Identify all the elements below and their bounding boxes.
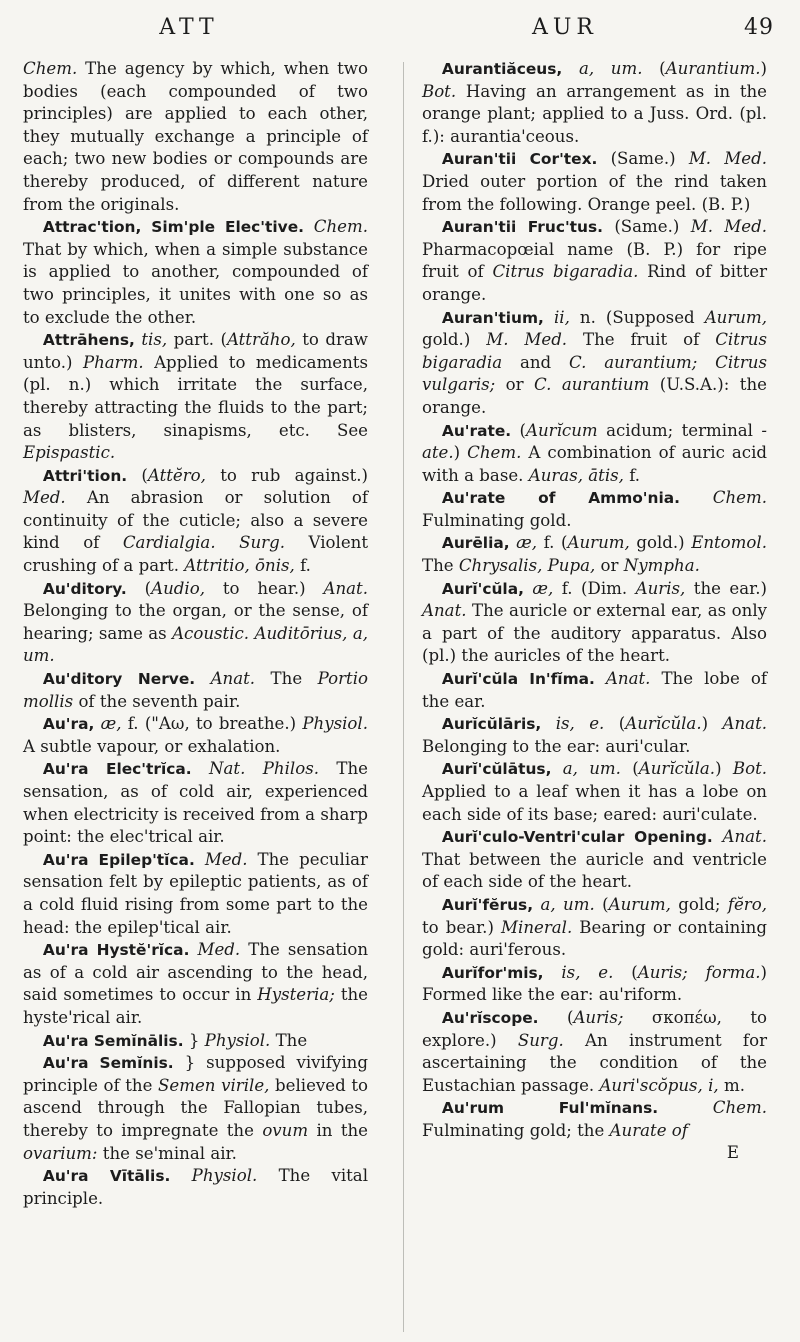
entry-headword: Au'rĭscope. — [441, 1008, 539, 1027]
entry-headword: Au'ditory. — [42, 579, 127, 598]
entry-italic-text: Auris; forma. — [637, 962, 761, 982]
dictionary-entry — [422, 1097, 767, 1142]
entry-italic-text: Chem. — [313, 217, 369, 237]
entry-text: ) — [701, 714, 723, 734]
entry-italic-text: Chem. — [712, 488, 767, 508]
entry-italic-text: Attrăho, — [226, 330, 296, 350]
dictionary-entry — [23, 668, 368, 713]
entry-text: Pharmacopœial name (B. P.) for ripe fruit of — [422, 239, 767, 282]
dictionary-entry — [23, 216, 368, 329]
dictionary-entry — [422, 578, 767, 668]
entry-italic-text: Anat. — [323, 578, 368, 598]
entry-text: Violent crushing of a part. — [23, 533, 368, 576]
column-divider — [403, 62, 404, 1332]
entry-italic-text: Cardialgia. Surg. — [122, 533, 285, 553]
entry-headword: Aurĭ'cŭla In'fĭma. — [441, 670, 595, 689]
dictionary-entry — [23, 578, 368, 668]
entry-text: ( — [613, 962, 638, 982]
entry-italic-text: Citrus bigaradia. — [492, 262, 639, 282]
entry-headword: Aurĭ'cŭla, — [441, 579, 524, 598]
entry-headword: Aurĭfor'mis, — [441, 963, 544, 982]
entry-italic-text: a, um. — [578, 59, 643, 78]
dictionary-entry — [23, 465, 368, 578]
entry-italic-text: Med. — [23, 488, 66, 508]
entry-headword: Au'rate of Ammo'nia. — [441, 489, 680, 508]
entry-text — [680, 488, 713, 507]
entry-text: Fulminating gold; the — [422, 1120, 610, 1140]
entry-headword: Au'rum Ful'mĭnans. — [441, 1099, 659, 1118]
entry-italic-text: M. Med. — [486, 330, 568, 350]
dictionary-entry — [422, 894, 767, 962]
entry-text: ) — [453, 443, 468, 463]
entry-text: The vital principle. — [23, 1166, 369, 1208]
entry-italic-text: Aurĭcŭla. — [638, 759, 716, 779]
entry-text: f. (Dim. — [553, 578, 636, 598]
entry-text: f. ("Αω, to breathe.) — [121, 714, 303, 734]
entry-headword: Attrāhens, — [42, 331, 135, 350]
entry-text: The sensation as of a cold air ascending to the head, said sometimes to occur in — [23, 940, 369, 1005]
entry-italic-text: æ, — [516, 533, 538, 553]
entry-text: f. — [623, 465, 641, 485]
entry-headword: Attri'tion. — [42, 466, 128, 485]
entry-text — [192, 759, 209, 778]
entry-text — [195, 669, 210, 688]
entry-italic-text: tis, — [141, 330, 168, 350]
entry-italic-text: C. aurantium — [534, 375, 650, 395]
entry-italic-text: Anat. — [210, 669, 256, 689]
entry-italic-text: a, um. — [562, 759, 621, 779]
entry-italic-text: Entomol. — [691, 533, 767, 553]
entry-italic-text: Acoustic. Auditōrius, a, um. — [23, 623, 368, 666]
entry-headword: Aurĭ'cŭlātus, — [441, 760, 552, 779]
entry-italic-text: C. aurantium; Citrus vulgaris; — [422, 352, 767, 395]
entry-italic-text: Attĕro, — [147, 465, 206, 485]
entry-italic-text: Anat. — [722, 714, 768, 734]
entry-italic-text: M. Med. — [688, 149, 767, 169]
entry-text: or — [495, 375, 535, 395]
entry-headword: Auran'tii Cor'tex. — [441, 150, 598, 169]
entry-text: ( — [538, 1007, 574, 1027]
entry-italic-text: Bot. — [732, 759, 768, 779]
entry-text: ( — [511, 420, 527, 440]
entry-text: acidum; terminal — [597, 420, 762, 440]
left-column — [23, 58, 368, 1210]
entry-text — [195, 850, 205, 869]
entry-italic-text: Nat. Philos. — [209, 759, 320, 779]
entry-headword: Au'ra Semĭnālis. — [42, 1031, 184, 1050]
entry-italic-text: Med. — [204, 849, 248, 869]
entry-text: (Same.) — [602, 217, 691, 237]
entry-text: ( — [620, 759, 639, 779]
dictionary-entry — [422, 826, 767, 894]
entry-text: A combination of auric acid with a base. — [422, 443, 767, 485]
entry-italic-text: a, um. — [540, 894, 595, 914]
dictionary-entry — [422, 713, 767, 758]
entry-text — [170, 1166, 191, 1185]
dictionary-entry — [23, 758, 368, 848]
entry-italic-text: Aurum, — [704, 307, 767, 327]
entry-headword: Aurĭ'fĕrus, — [441, 895, 534, 914]
entry-italic-text: Auri'scŏpus, i, — [599, 1075, 719, 1095]
entry-italic-text: Auras, ātis, — [528, 465, 624, 485]
entry-text — [544, 308, 554, 327]
dictionary-entry — [422, 1007, 767, 1097]
entry-text: The — [270, 1030, 308, 1050]
entry-headword: Au'ra Hystĕ'rĭca. — [42, 941, 190, 960]
entry-text: Belonging to the ear: auri'cular. — [422, 736, 691, 756]
entry-text: Rind of bitter orange. — [422, 262, 768, 304]
entry-text: The auricle or external ear, as only a part of the auditory apparatus. Also (pl.) the auricles of the heart. — [422, 601, 767, 666]
dictionary-entry — [422, 58, 767, 148]
dictionary-entry — [422, 307, 767, 420]
entry-text: ( — [127, 465, 148, 485]
entry-text: Dried outer portion of the rind taken from the following. Orange peel. (B. P.) — [422, 171, 767, 214]
entry-text: An instrument for ascertaining the condition of the Eustachian passage. — [422, 1030, 767, 1095]
entry-italic-text: Audio, — [151, 578, 205, 598]
entry-text: } — [183, 1030, 205, 1050]
dictionary-entry — [23, 1165, 368, 1210]
dictionary-entry — [23, 849, 368, 939]
entry-italic-text: fĕro, — [727, 894, 768, 914]
entry-text: ( — [126, 578, 152, 598]
entry-italic-text: Portio mollis — [23, 669, 368, 711]
entry-italic-text: is, e. — [555, 714, 605, 734]
entry-text: n. (Supposed — [569, 307, 705, 327]
entry-text: f. ( — [537, 533, 568, 553]
entry-text: The peculiar sensation felt by epileptic patients, as of a cold fluid rising from some part to the head: the epilep'tical air. — [23, 849, 368, 937]
entry-italic-text: Anat. — [422, 601, 467, 621]
entry-text: s. — [165, 194, 180, 214]
dictionary-entry — [23, 939, 368, 1029]
entry-headword: Au'rate. — [441, 421, 512, 440]
dictionary-entry — [422, 758, 767, 826]
entry-italic-text: Aurĭcum — [526, 420, 598, 440]
entry-italic-text: æ, — [100, 714, 122, 734]
entry-text: ) Formed like the ear: au'riform. — [422, 962, 768, 1005]
entry-text: to hear.) — [204, 578, 324, 598]
entry-text: The lobe of the ear. — [422, 669, 767, 711]
entry-text: to rub against.) — [205, 465, 369, 485]
running-head-left: ATT — [159, 15, 219, 40]
dictionary-entry — [422, 668, 767, 713]
entry-text: part. ( — [167, 330, 227, 350]
entry-italic-text: Chem. — [712, 1098, 767, 1118]
entry-italic-text: Physiol. — [302, 714, 368, 734]
entry-italic-text: Bot. — [422, 81, 457, 101]
entry-headword: Au'ditory Nerve. — [42, 670, 196, 689]
entry-text — [304, 217, 314, 236]
dictionary-entry — [23, 58, 368, 216]
entry-italic-text: Aurum, — [608, 894, 671, 914]
entry-text: An abrasion or solution of continuity of the cuticle; also a severe kind of — [23, 488, 368, 553]
entry-text — [541, 714, 555, 733]
entry-text: } supposed vivifying principle of the — [23, 1053, 368, 1095]
entry-text: gold; — [670, 894, 728, 914]
entry-text — [189, 940, 197, 959]
entry-text: to bear.) — [422, 917, 502, 937]
entry-italic-text: Semen virile, — [158, 1075, 270, 1095]
entry-text: (U.S.A.): the orange. — [422, 375, 767, 417]
entry-headword: Aurĭcŭlāris, — [441, 715, 542, 734]
dictionary-entry — [23, 329, 368, 465]
dictionary-entry — [422, 420, 767, 488]
entry-text: (Same.) — [597, 149, 689, 169]
entry-italic-text: Aurĭcŭla. — [625, 714, 702, 734]
entry-italic-text: Auris; — [573, 1007, 624, 1027]
entry-text: the se'minal air. — [97, 1143, 237, 1163]
entry-text: or — [595, 556, 624, 576]
entry-text: the ear.) — [685, 578, 768, 598]
entry-text: Having an arrangement as in the orange plant; applied to a Juss. Ord. (pl. f.): aurantia'ceous. — [422, 81, 767, 146]
entry-text: f. — [294, 556, 311, 576]
entry-text — [544, 963, 562, 982]
entry-italic-text: Anat. — [722, 827, 767, 847]
entry-text: The — [255, 669, 318, 689]
entry-headword: Au'ra, — [42, 715, 95, 734]
entry-italic-text: Epispastic. — [23, 443, 116, 463]
entry-italic-text: Nympha. — [623, 556, 700, 576]
entry-text: in the — [308, 1120, 368, 1140]
entry-text: That between the auricle and ventricle of each side of the heart. — [422, 849, 767, 892]
entry-italic-text: Aurantium. — [665, 59, 761, 78]
dictionary-entry — [422, 487, 767, 532]
entry-italic-text: Surg. — [517, 1030, 564, 1050]
entry-text: gold.) — [422, 330, 487, 350]
entry-text: ( — [594, 894, 609, 914]
entry-text: Bearing or containing gold: auri'ferous. — [422, 917, 767, 960]
entry-text: m. — [718, 1075, 745, 1095]
entry-headword: Au'ra Elec'trĭca. — [42, 760, 192, 779]
entry-text: the hyste'rical air. — [23, 985, 368, 1027]
entry-text: gold.) — [629, 533, 692, 553]
entry-text: The — [422, 556, 459, 576]
entry-headword: Aurĭ'culo-Ventri'cular Opening. — [441, 828, 713, 847]
entry-italic-text: Pharm. — [82, 352, 144, 372]
entry-text: Applied to a leaf when it has a lobe on each side of its base; eared: auri'culate. — [422, 782, 767, 824]
entry-text: ( — [642, 59, 666, 78]
entry-text: to draw unto.) — [23, 330, 368, 372]
entry-headword: Au'ra Epilep'tĭca. — [42, 850, 195, 869]
entry-text: A subtle vapour, or exhalation. — [23, 736, 281, 756]
dictionary-entry — [422, 216, 767, 306]
entry-text: σκοπέω, to explore.) — [422, 1007, 767, 1050]
entry-headword: Au'ra Vītālis. — [42, 1167, 171, 1186]
page-number: 49 — [744, 15, 774, 40]
dictionary-entry — [23, 1030, 368, 1053]
dictionary-entry — [422, 962, 767, 1007]
entry-text — [551, 759, 562, 778]
dictionary-entry — [23, 1052, 368, 1165]
entry-italic-text: Chem. — [23, 59, 78, 78]
entry-italic-text: Physiol. — [191, 1166, 258, 1186]
right-column — [422, 58, 767, 1163]
entry-text: The fruit of — [567, 330, 716, 350]
entry-italic-text: ovarium: — [23, 1143, 98, 1163]
entry-italic-text: Aurum, — [567, 533, 630, 553]
entry-italic-text: M. Med. — [690, 217, 768, 237]
entry-italic-text: -ate. — [422, 420, 768, 463]
entry-italic-text: Auris, — [635, 578, 686, 598]
entry-italic-text: Attritio, ōnis, — [184, 556, 295, 576]
entry-text: Applied to medicaments (pl. n.) which irritate the surface, thereby attracting the fluids to the part; as blisters, sinapisms, etc. See — [23, 352, 368, 440]
entry-text: ( — [604, 714, 626, 734]
entry-text: of the seventh pair. — [73, 691, 241, 711]
entry-italic-text: Anat. — [605, 669, 651, 689]
entry-text: and — [502, 352, 570, 372]
entry-text: ) — [760, 59, 767, 78]
catchword: E — [726, 1142, 739, 1162]
entry-italic-text: Aurate of — [609, 1120, 688, 1140]
entry-italic-text: ovum — [262, 1120, 309, 1140]
entry-italic-text: Med. — [197, 940, 241, 960]
dictionary-entry — [23, 713, 368, 758]
entry-headword: Aurantiăceus, — [441, 60, 563, 78]
entry-text: Fulminating gold. — [422, 510, 572, 530]
entry-text — [658, 1098, 713, 1117]
entry-text — [562, 59, 579, 78]
entry-italic-text: Hysteria; — [257, 985, 335, 1005]
entry-italic-text: Chrysalis, Pupa, — [458, 556, 596, 576]
dictionary-entry — [422, 532, 767, 577]
entry-headword: Auran'tium, — [441, 308, 544, 327]
entry-italic-text: is, e. — [561, 962, 614, 982]
entry-italic-text: Mineral. — [501, 917, 573, 937]
entry-text: The sensation, as of cold air, experienced when electricity is received from a sharp point: the elec'trical air. — [23, 759, 368, 847]
entry-italic-text: æ, — [532, 578, 554, 598]
entry-italic-text: Physiol. — [204, 1030, 271, 1050]
entry-text: Belonging to the organ, or the sense, of hearing; same as — [23, 601, 368, 643]
entry-text: That by which, when a simple substance is applied to another, compounded of two principles, it unites with one so as to exclude the other. — [23, 239, 368, 327]
entry-italic-text: ii, — [553, 307, 570, 327]
entry-headword: Attrac'tion, Sim'ple Elec'tive. — [42, 218, 304, 237]
entry-headword: Auran'tii Fruc'tus. — [441, 218, 603, 237]
entry-headword: Au'ra Semĭnis. — [42, 1054, 174, 1073]
running-head-right: AUR — [532, 15, 598, 40]
entry-italic-text: Chem. — [467, 443, 522, 463]
entry-text: The agency by which, when two bodies (each compounded of two principles) are applied to each other, they mutually exchange a principle of each; two new bodies or compounds are thereby produced, of different nature from the original — [23, 59, 368, 214]
entry-text — [595, 669, 606, 688]
dictionary-entry — [422, 148, 767, 216]
entry-headword: Aurēlia, — [441, 534, 510, 553]
entry-text: believed to ascend through the Fallopian tubes, thereby to impregnate the — [23, 1075, 369, 1140]
entry-italic-text: Citrus bigaradia — [422, 330, 767, 372]
entry-text: ) — [715, 759, 733, 779]
